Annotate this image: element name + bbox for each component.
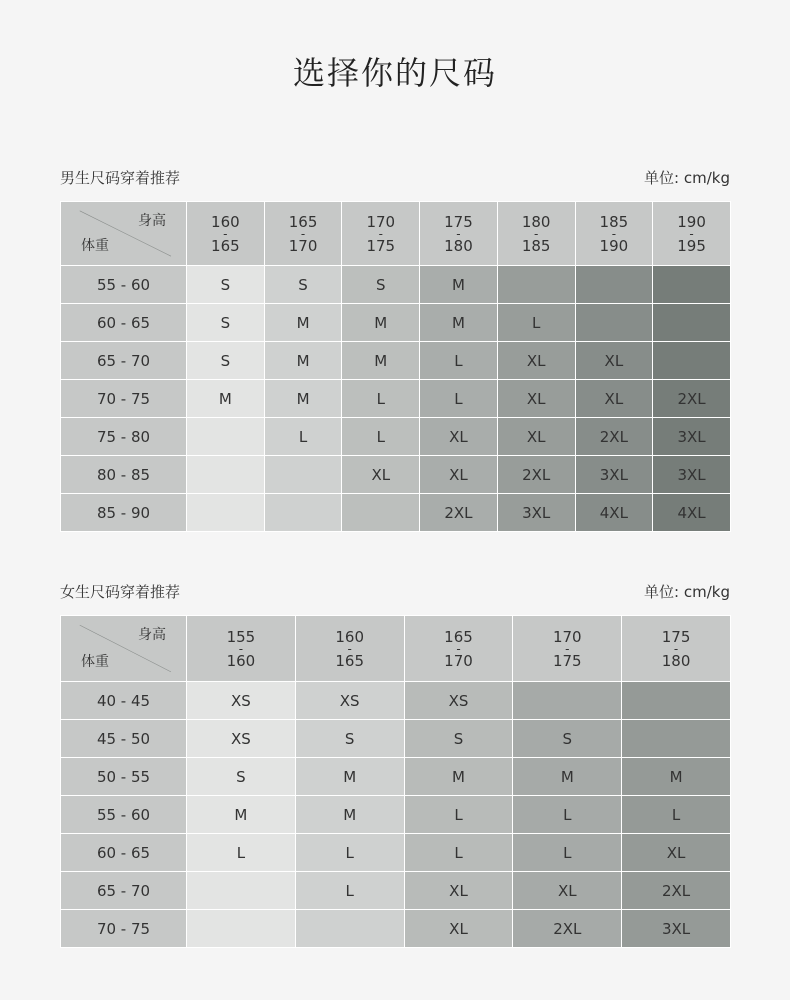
size-cell: XS xyxy=(295,682,404,720)
size-cell: M xyxy=(342,304,420,342)
size-cell: M xyxy=(420,266,498,304)
corner-cell xyxy=(61,616,187,682)
size-cell: 3XL xyxy=(622,910,731,948)
size-cell xyxy=(295,910,404,948)
weight-axis-label: 体重 xyxy=(81,654,109,670)
height-to: 165 xyxy=(211,236,240,255)
height-range-dash: - xyxy=(456,641,461,656)
size-cell: 2XL xyxy=(497,456,575,494)
weight-range-label: 70 - 75 xyxy=(61,380,187,418)
weight-range-label: 45 - 50 xyxy=(61,720,187,758)
size-cell: M xyxy=(187,796,296,834)
height-from: 165 xyxy=(288,212,318,231)
size-cell: S xyxy=(187,758,296,796)
size-cell: XL xyxy=(497,380,575,418)
size-cell: S xyxy=(342,266,420,304)
weight-range-label: 65 - 70 xyxy=(61,872,187,910)
table-row xyxy=(61,380,731,418)
height-range-header xyxy=(653,202,731,266)
size-cell xyxy=(653,342,731,380)
size-cell: M xyxy=(295,796,404,834)
size-cell: XS xyxy=(187,682,296,720)
size-cell: M xyxy=(420,304,498,342)
weight-range-label: 70 - 75 xyxy=(61,910,187,948)
men-unit-label: 单位: cm/kg xyxy=(644,169,730,187)
size-cell xyxy=(342,494,420,532)
size-cell: S xyxy=(513,720,622,758)
size-cell: XS xyxy=(404,682,513,720)
size-cell: L xyxy=(342,418,420,456)
size-cell: L xyxy=(187,834,296,872)
size-cell: M xyxy=(342,342,420,380)
size-cell: M xyxy=(404,758,513,796)
height-range-header xyxy=(420,202,498,266)
height-to: 180 xyxy=(444,236,473,255)
height-to: 165 xyxy=(335,651,365,670)
height-range-dash: - xyxy=(223,226,228,241)
size-cell: XL xyxy=(497,418,575,456)
height-from: 175 xyxy=(444,212,473,231)
size-cell: S xyxy=(404,720,513,758)
men-section-title: 男生尺码穿着推荐 xyxy=(60,169,181,187)
height-range-header xyxy=(622,616,731,682)
size-cell xyxy=(622,682,731,720)
height-range-dash: - xyxy=(238,641,244,656)
size-cell: S xyxy=(295,720,404,758)
men-section-header xyxy=(60,167,730,191)
size-cell xyxy=(187,494,265,532)
weight-range-label: 60 - 65 xyxy=(61,834,187,872)
size-cell xyxy=(497,266,575,304)
size-cell: S xyxy=(264,266,342,304)
size-cell xyxy=(187,456,265,494)
height-range-dash: - xyxy=(347,641,352,656)
size-cell xyxy=(513,682,622,720)
height-from: 155 xyxy=(226,627,256,646)
height-from: 175 xyxy=(661,627,691,646)
height-range-dash: - xyxy=(611,226,617,241)
height-from: 190 xyxy=(677,212,706,231)
size-cell: L xyxy=(404,834,513,872)
size-cell: S xyxy=(187,304,265,342)
height-from: 160 xyxy=(335,627,365,646)
height-range-header xyxy=(342,202,420,266)
weight-range-label: 80 - 85 xyxy=(61,456,187,494)
table-row xyxy=(61,910,731,948)
height-to: 170 xyxy=(288,236,318,255)
height-range-header xyxy=(187,616,296,682)
height-to: 175 xyxy=(552,651,582,670)
table-row xyxy=(61,418,731,456)
size-cell: L xyxy=(342,380,420,418)
size-cell: M xyxy=(622,758,731,796)
diagonal-divider xyxy=(61,616,186,681)
height-range-header xyxy=(513,616,622,682)
table-row xyxy=(61,342,731,380)
weight-range-label: 85 - 90 xyxy=(61,494,187,532)
size-cell: M xyxy=(295,758,404,796)
size-cell: M xyxy=(264,304,342,342)
height-to: 170 xyxy=(444,651,473,670)
corner-cell xyxy=(61,202,187,266)
height-from: 160 xyxy=(211,212,240,231)
size-cell xyxy=(622,720,731,758)
size-cell xyxy=(264,456,342,494)
height-to: 185 xyxy=(521,236,551,255)
size-cell: XL xyxy=(497,342,575,380)
size-cell: 3XL xyxy=(653,456,731,494)
table-row xyxy=(61,872,731,910)
table-row xyxy=(61,720,731,758)
size-cell xyxy=(264,494,342,532)
height-from: 170 xyxy=(366,212,396,231)
size-cell: 3XL xyxy=(497,494,575,532)
size-cell: XS xyxy=(187,720,296,758)
size-cell: M xyxy=(264,380,342,418)
size-cell: XL xyxy=(404,910,513,948)
height-from: 165 xyxy=(444,627,473,646)
height-range-header xyxy=(187,202,265,266)
height-to: 195 xyxy=(677,236,706,255)
table-row xyxy=(61,456,731,494)
table-row xyxy=(61,682,731,720)
height-axis-label: 身高 xyxy=(138,627,166,643)
size-cell xyxy=(187,910,296,948)
weight-range-label: 60 - 65 xyxy=(61,304,187,342)
women-unit-label: 单位: cm/kg xyxy=(644,583,730,601)
size-cell: XL xyxy=(420,418,498,456)
size-cell xyxy=(653,266,731,304)
size-cell: XL xyxy=(575,380,653,418)
height-range-dash: - xyxy=(456,226,461,241)
size-cell: M xyxy=(264,342,342,380)
size-cell: 2XL xyxy=(653,380,731,418)
size-cell: 2XL xyxy=(513,910,622,948)
height-axis-label: 身高 xyxy=(138,213,166,229)
size-cell: L xyxy=(622,796,731,834)
height-range-header xyxy=(295,616,404,682)
size-cell: M xyxy=(513,758,622,796)
weight-range-label: 55 - 60 xyxy=(61,796,187,834)
size-cell: XL xyxy=(513,872,622,910)
size-cell xyxy=(187,418,265,456)
size-cell xyxy=(653,304,731,342)
size-cell: 2XL xyxy=(622,872,731,910)
height-range-header xyxy=(575,202,653,266)
size-cell: L xyxy=(420,342,498,380)
size-cell xyxy=(575,304,653,342)
size-cell: 2XL xyxy=(420,494,498,532)
size-cell: S xyxy=(187,342,265,380)
weight-range-label: 75 - 80 xyxy=(61,418,187,456)
table-row xyxy=(61,758,731,796)
weight-range-label: 40 - 45 xyxy=(61,682,187,720)
size-cell: XL xyxy=(420,456,498,494)
height-from: 180 xyxy=(521,212,551,231)
height-range-dash: - xyxy=(300,226,306,241)
women-size-table xyxy=(60,615,731,948)
height-range-dash: - xyxy=(533,226,539,241)
height-range-dash: - xyxy=(378,226,383,241)
size-cell: L xyxy=(420,380,498,418)
size-cell: L xyxy=(513,834,622,872)
size-cell: S xyxy=(187,266,265,304)
weight-range-label: 65 - 70 xyxy=(61,342,187,380)
size-cell: L xyxy=(264,418,342,456)
size-cell: L xyxy=(497,304,575,342)
height-range-header xyxy=(497,202,575,266)
men-size-table xyxy=(60,201,731,532)
size-cell xyxy=(187,872,296,910)
size-cell: 4XL xyxy=(575,494,653,532)
height-from: 170 xyxy=(552,627,582,646)
table-row xyxy=(61,304,731,342)
size-cell: XL xyxy=(622,834,731,872)
table-row xyxy=(61,834,731,872)
size-cell: L xyxy=(295,872,404,910)
table-row xyxy=(61,796,731,834)
size-cell: XL xyxy=(342,456,420,494)
size-cell: 2XL xyxy=(575,418,653,456)
height-to: 180 xyxy=(661,651,691,670)
women-section-title: 女生尺码穿着推荐 xyxy=(60,583,181,601)
height-range-header xyxy=(264,202,342,266)
weight-axis-label: 体重 xyxy=(81,238,109,254)
size-cell xyxy=(575,266,653,304)
size-cell: L xyxy=(295,834,404,872)
size-cell: 4XL xyxy=(653,494,731,532)
size-cell: XL xyxy=(575,342,653,380)
height-range-dash: - xyxy=(689,226,694,241)
size-cell: M xyxy=(187,380,265,418)
table-row xyxy=(61,266,731,304)
weight-range-label: 50 - 55 xyxy=(61,758,187,796)
height-to: 175 xyxy=(366,236,396,255)
height-range-dash: - xyxy=(673,641,679,656)
size-cell: 3XL xyxy=(653,418,731,456)
height-from: 185 xyxy=(599,212,629,231)
size-cell: XL xyxy=(404,872,513,910)
height-range-dash: - xyxy=(565,641,570,656)
table-row xyxy=(61,494,731,532)
women-section-header xyxy=(60,581,730,605)
height-to: 190 xyxy=(599,236,629,255)
page-title: 选择你的尺码 xyxy=(292,54,497,92)
size-cell: L xyxy=(404,796,513,834)
height-range-header xyxy=(404,616,513,682)
size-cell: 3XL xyxy=(575,456,653,494)
height-to: 160 xyxy=(226,651,256,670)
weight-range-label: 55 - 60 xyxy=(61,266,187,304)
size-cell: L xyxy=(513,796,622,834)
diagonal-divider xyxy=(61,202,186,265)
